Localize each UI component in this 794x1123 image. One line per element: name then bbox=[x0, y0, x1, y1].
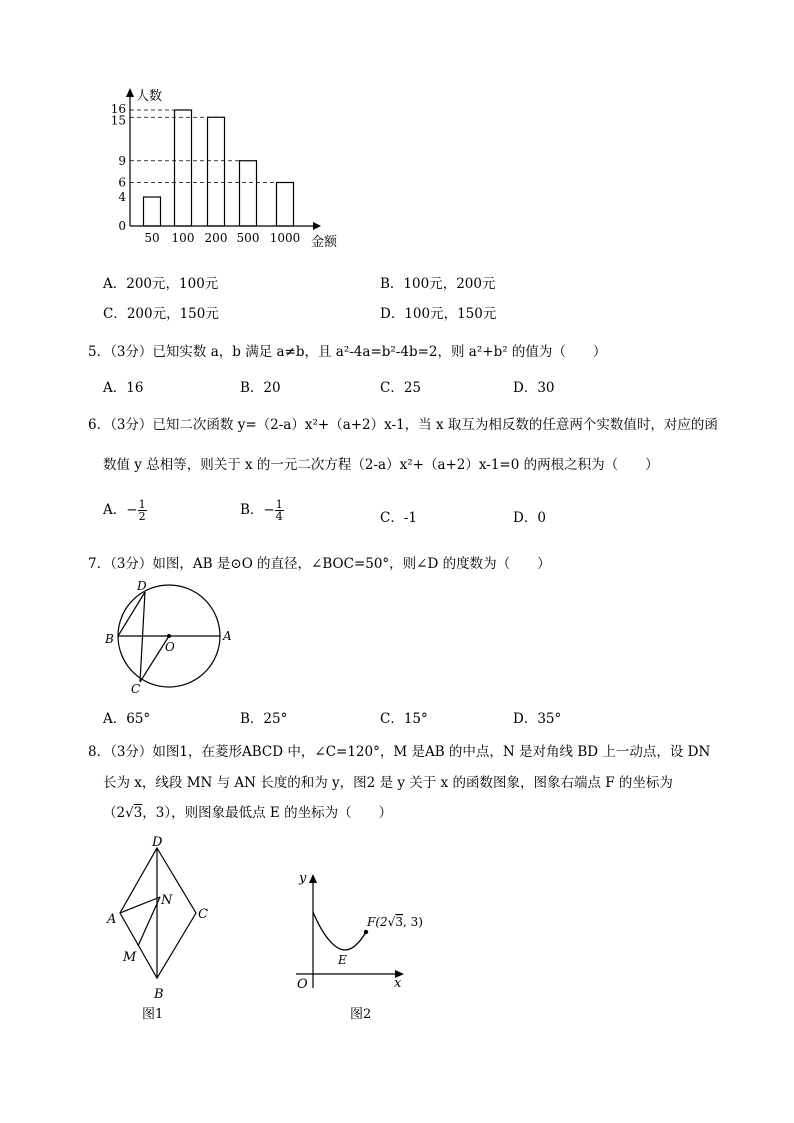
label-o: O bbox=[297, 977, 308, 992]
q5-stem: 5．（3分）已知实数 a，b 满足 a≠b，且 a²-4a=b²-4b=2，则 a²+b² 的值为（ ） bbox=[88, 344, 607, 360]
label-c: C bbox=[131, 682, 141, 696]
circle-figure bbox=[100, 576, 240, 698]
bar bbox=[277, 183, 294, 227]
label-e: E bbox=[338, 953, 347, 967]
denominator: 4 bbox=[275, 510, 283, 523]
sqrt-sign: √ bbox=[387, 915, 396, 929]
chord-bd bbox=[118, 592, 145, 636]
bar-chart bbox=[100, 82, 360, 252]
x-tick-label: 100 bbox=[171, 231, 195, 245]
y-tick-label: 4 bbox=[118, 190, 126, 204]
q6-option-b[interactable] bbox=[240, 498, 284, 522]
q5-option-d[interactable]: D．30 bbox=[513, 380, 555, 396]
q4-option-d[interactable]: D．100元，150元 bbox=[380, 306, 497, 322]
curve bbox=[313, 912, 366, 950]
q4-option-c[interactable]: C．200元，150元 bbox=[103, 306, 219, 322]
label-b: B bbox=[154, 987, 164, 1002]
x-tick-label: 50 bbox=[144, 231, 160, 245]
q6-option-c[interactable]: C．-1 bbox=[380, 510, 417, 526]
q6-option-a-prefix: A．− bbox=[103, 502, 138, 518]
center-point bbox=[167, 634, 171, 638]
q8-stem-line3-pre: （2 bbox=[103, 805, 126, 821]
fraction bbox=[275, 499, 284, 522]
q7-option-a[interactable]: A．65° bbox=[103, 711, 151, 727]
bar bbox=[144, 197, 161, 226]
x-tick-label: 1000 bbox=[269, 231, 301, 245]
label-a: A bbox=[107, 912, 117, 927]
bar bbox=[208, 117, 225, 226]
label-x: x bbox=[394, 976, 402, 991]
x-axis-arrow bbox=[313, 222, 321, 230]
q6-stem-line2: 数值 y 总相等，则关于 x 的一元二次方程（2-a）x²+（a+2）x-1=0 的两根之积为（ ） bbox=[103, 457, 659, 473]
y-axis-label: 人数 bbox=[136, 89, 163, 104]
numerator: 1 bbox=[138, 498, 146, 511]
label-f-pre: F(2 bbox=[367, 915, 388, 929]
q7-option-c[interactable]: C．15° bbox=[380, 711, 428, 727]
sqrt-sign: √ bbox=[125, 805, 134, 821]
q4-option-a[interactable]: A．200元，100元 bbox=[103, 276, 219, 292]
q8-stem-line3-post: ，3），则图象最低点 E 的坐标为（ ） bbox=[142, 805, 393, 821]
label-n: N bbox=[161, 893, 173, 908]
function-graph bbox=[290, 866, 440, 1031]
denominator: 2 bbox=[138, 510, 146, 523]
q8-stem-line1: 8．（3分）如图1，在菱形ABCD 中，∠C=120°，M 是AB 的中点，N 是对角线 BD 上一动点，设 DN bbox=[88, 744, 711, 760]
chord-dc bbox=[140, 592, 145, 682]
label-f-sqrt: 3 bbox=[395, 915, 403, 929]
rhombus-figure bbox=[100, 833, 220, 1033]
q6-option-d[interactable]: D．0 bbox=[513, 510, 546, 526]
numerator: 1 bbox=[275, 498, 283, 511]
point-f bbox=[364, 930, 368, 934]
x-axis-label: 金额 bbox=[311, 235, 338, 250]
label-m: M bbox=[123, 950, 137, 965]
y-tick-label: 15 bbox=[110, 113, 126, 128]
sqrt-argument: 3 bbox=[133, 805, 143, 821]
y-axis-arrow bbox=[126, 88, 134, 97]
x-tick-label: 500 bbox=[236, 231, 260, 245]
q7-option-d[interactable]: D．35° bbox=[513, 711, 562, 727]
label-c: C bbox=[198, 907, 208, 922]
bar bbox=[175, 110, 192, 226]
q8-stem-line2: 长为 x，线段 MN 与 AN 长度的和为 y，图2 是 y 关于 x 的函数图象，图象右端点 F 的坐标为 bbox=[103, 775, 673, 791]
figure1-caption: 图1 bbox=[142, 1007, 164, 1022]
fraction bbox=[138, 499, 147, 522]
label-f bbox=[366, 915, 423, 929]
q6-option-b-prefix: B．− bbox=[240, 502, 275, 518]
label-d: D bbox=[137, 579, 147, 593]
y-tick-label: 9 bbox=[118, 153, 126, 168]
q5-option-b[interactable]: B．20 bbox=[240, 380, 281, 396]
figure2-caption: 图2 bbox=[350, 1007, 372, 1022]
label-d: D bbox=[152, 835, 163, 850]
y-tick-label: 6 bbox=[118, 175, 126, 190]
x-tick-label: 200 bbox=[204, 231, 228, 245]
q4-option-b[interactable]: B．100元，200元 bbox=[380, 276, 496, 292]
label-b: B bbox=[105, 632, 114, 646]
label-a: A bbox=[223, 629, 232, 643]
q5-option-a[interactable]: A．16 bbox=[103, 380, 144, 396]
q8-stem-line3 bbox=[103, 801, 392, 821]
label-f-post: , 3) bbox=[402, 915, 423, 929]
q7-option-b[interactable]: B．25° bbox=[240, 711, 288, 727]
q6-option-a[interactable] bbox=[103, 498, 147, 522]
q7-stem: 7．（3分）如图，AB 是⊙O 的直径，∠BOC=50°，则∠D 的度数为（ ） bbox=[88, 556, 551, 572]
bar bbox=[240, 161, 257, 226]
q6-stem-line1: 6．（3分）已知二次函数 y=（2-a）x²+（a+2）x-1，当 x 取互为相反数的任意两个实数值时，对应的函 bbox=[88, 417, 718, 433]
y-tick-label: 16 bbox=[110, 102, 126, 116]
y-axis-arrow bbox=[309, 874, 317, 883]
q5-option-c[interactable]: C．25 bbox=[380, 380, 422, 396]
label-y: y bbox=[299, 871, 307, 886]
label-o: O bbox=[165, 640, 175, 654]
y-tick-label: 0 bbox=[118, 219, 126, 233]
